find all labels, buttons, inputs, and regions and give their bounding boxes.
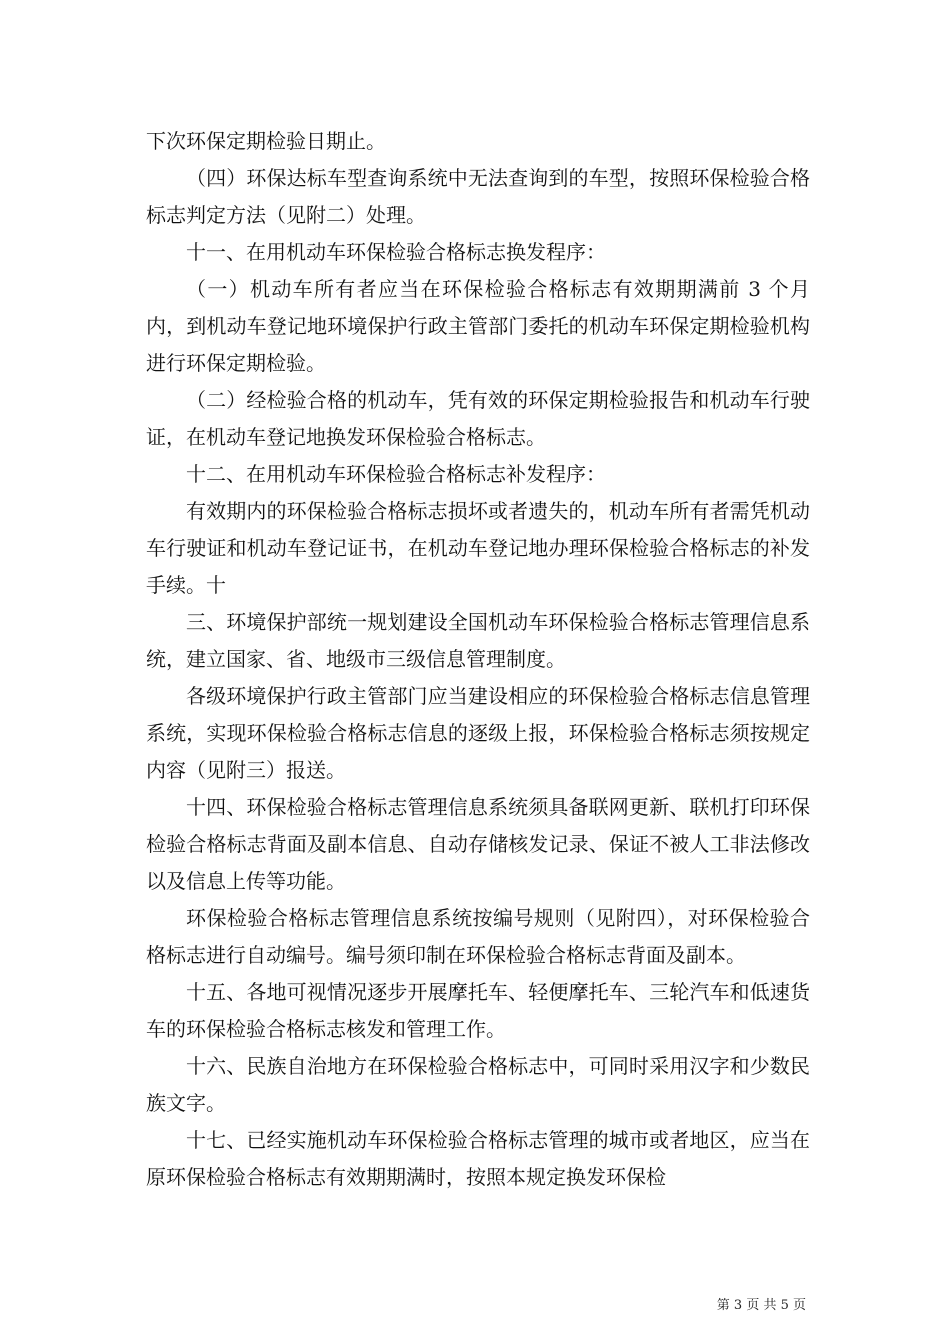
paragraph-continuation: 下次环保定期检验日期止。 <box>146 129 386 153</box>
paragraph: 十五、各地可视情况逐步开展摩托车、轻便摩托车、三轮汽车和低速货车的环保检验合格标志核发和管理工作。 <box>146 980 810 1041</box>
paragraph: 十七、已经实施机动车环保检验合格标志管理的城市或者地区，应当在原环保检验合格标志有效期期满时，按照本规定换发环保检 <box>146 1128 810 1189</box>
paragraph: （四）环保达标车型查询系统中无法查询到的车型，按照环保检验合格标志判定方法（见附二）处理。 <box>146 166 810 227</box>
paragraph: 十六、民族自治地方在环保检验合格标志中，可同时采用汉字和少数民族文字。 <box>146 1054 810 1115</box>
paragraph: （一）机动车所有者应当在环保检验合格标志有效期期满前 3 个月内，到机动车登记地环境保护行政主管部门委托的机动车环保定期检验机构进行环保定期检验。 <box>146 277 810 375</box>
document-body <box>146 123 810 1196</box>
paragraph: 十四、环保检验合格标志管理信息系统须具备联网更新、联机打印环保检验合格标志背面及副本信息、自动存储核发记录、保证不被人工非法修改以及信息上传等功能。 <box>146 795 810 893</box>
paragraph: （二）经检验合格的机动车，凭有效的环保定期检验报告和机动车行驶证，在机动车登记地换发环保检验合格标志。 <box>146 388 810 449</box>
section-heading: 十二、在用机动车环保检验合格标志补发程序： <box>186 462 606 486</box>
paragraph: 有效期内的环保检验合格标志损坏或者遗失的，机动车所有者需凭机动车行驶证和机动车登记证书，在机动车登记地办理环保检验合格标志的补发手续。十 <box>146 499 810 597</box>
paragraph: 各级环境保护行政主管部门应当建设相应的环保检验合格标志信息管理系统，实现环保检验合格标志信息的逐级上报，环保检验合格标志须按规定内容（见附三）报送。 <box>146 684 810 782</box>
paragraph: 环保检验合格标志管理信息系统按编号规则（见附四），对环保检验合格标志进行自动编号。编号须印制在环保检验合格标志背面及副本。 <box>146 906 810 967</box>
section-heading: 十一、在用机动车环保检验合格标志换发程序： <box>186 240 606 264</box>
paragraph: 三、环境保护部统一规划建设全国机动车环保检验合格标志管理信息系统，建立国家、省、地级市三级信息管理制度。 <box>146 610 810 671</box>
page-number: 第 3 页 共 5 页 <box>716 1298 806 1313</box>
